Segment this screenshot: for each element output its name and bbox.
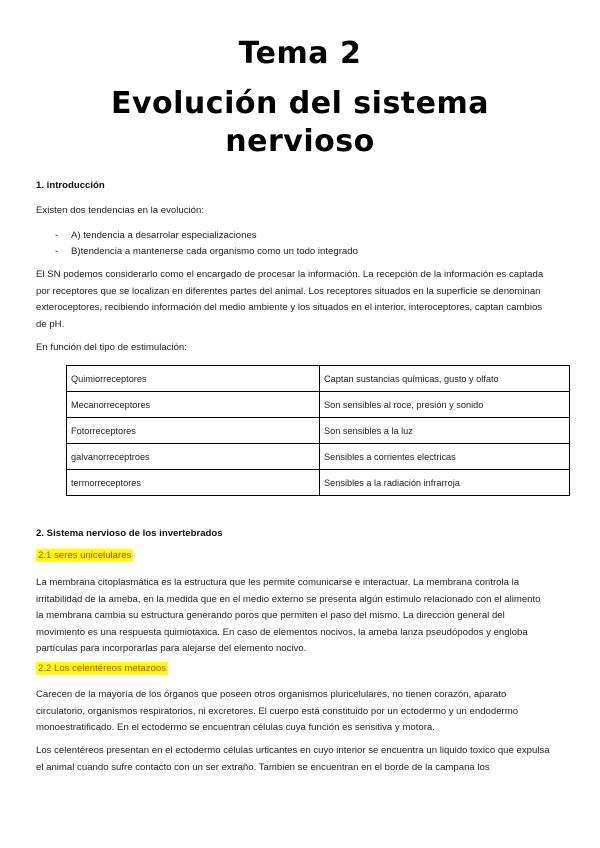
section-1-heading: 1. introducción [36,180,105,191]
tendency-text: B)tendencia a mantenerse cada organismo como un todo integrado [71,246,358,257]
title-line-2: Evolución del sistema [110,86,489,121]
table-row [67,392,570,418]
receptor-name-cell: galvanorreceptroes [67,444,320,470]
receptor-desc-cell: Son sensibles al roce, presión y sonido [320,392,570,418]
title-line-1: Tema 2 [238,36,362,71]
receptor-name-cell: Mecanorreceptores [67,392,320,418]
table-row [67,366,570,392]
celenterates-paragraph-1: Carecen de la mayoría de los órganos que poseen otros organismos pluricelulares, no tienen corazón, aparato circulatorio, organismos respiratorios, ni excretores. El cuerpo está constituido por un ectodermo y un endodermo monoestratificado. En el ectodermo se encuentran células cuya función es sensitiva y motora. [36,689,519,734]
celenterates-paragraph-2: Los celentéreos presentan en el ectodermo células urticantes en cuyo interior se encuentra un liquido toxico que expulsa el animal cuando sufre contacto con un ser extraño. Tambien se encuentran en el borde de la campana los [36,745,550,773]
table-intro: En función del tipo de estimulación: [36,342,187,353]
bullet-dash: - [55,230,59,241]
table-row [67,470,570,496]
receptor-desc-cell: Sensibles a la radiación infrarroja [320,470,570,496]
sn-paragraph: El SN podemos considerarlo como el encargado de procesar la información. La recepción de la información es captada por receptores que se localizan en diferentes partes del animal. Los receptores situados en la superficie se denominan exteroceptores, recibiendo información del medio ambiente y los situados en el interior, interoceptores, captan cambios de pH. [36,269,544,330]
title-line-3: nervioso [225,124,375,159]
tendency-item-a [55,230,257,241]
table-row [67,418,570,444]
subsection-2-2-heading: 2.2 Los celentéreos metazoos [38,663,166,674]
unicellular-paragraph: La membrana citoplasmática es la estructura que les permite comunicarse e interactuar. La membrana controla la irritabilidad de la ameba, en la medida que en el medio externo se presenta algún estimulo relacionado con el alimento la membrana cambia su estructura generando poros que permiten el paso del mismo. La dirección general del movimiento es una respuesta quimiotaxica. En caso de elementos nocivos, la ameba lanza pseudópodos y engloba partículas para incorporarlas para alejarse del elemento nocivo. [36,577,541,655]
subsection-2-1-heading: 2.1 seres unicelulares [38,550,132,561]
tendencies-intro: Existen dos tendencias en la evolución: [36,205,204,216]
receptor-desc-cell: Sensibles a corrientes electricas [320,444,570,470]
receptor-desc-cell: Son sensibles a la luz [320,418,570,444]
table-row [67,444,570,470]
receptor-desc-cell: Captan sustancias químicas, gusto y olfato [320,366,570,392]
tendency-item-b [55,246,358,257]
receptors-table [66,365,570,496]
bullet-dash: - [55,246,59,257]
receptor-name-cell: Quimiorreceptores [67,366,320,392]
receptor-name-cell: Fotorreceptores [67,418,320,444]
section-2-heading: 2. Sistema nervioso de los invertebrados [36,528,223,539]
tendency-text: A) tendencia a desarrolar especializaciones [71,230,257,241]
receptor-name-cell: termorreceptores [67,470,320,496]
